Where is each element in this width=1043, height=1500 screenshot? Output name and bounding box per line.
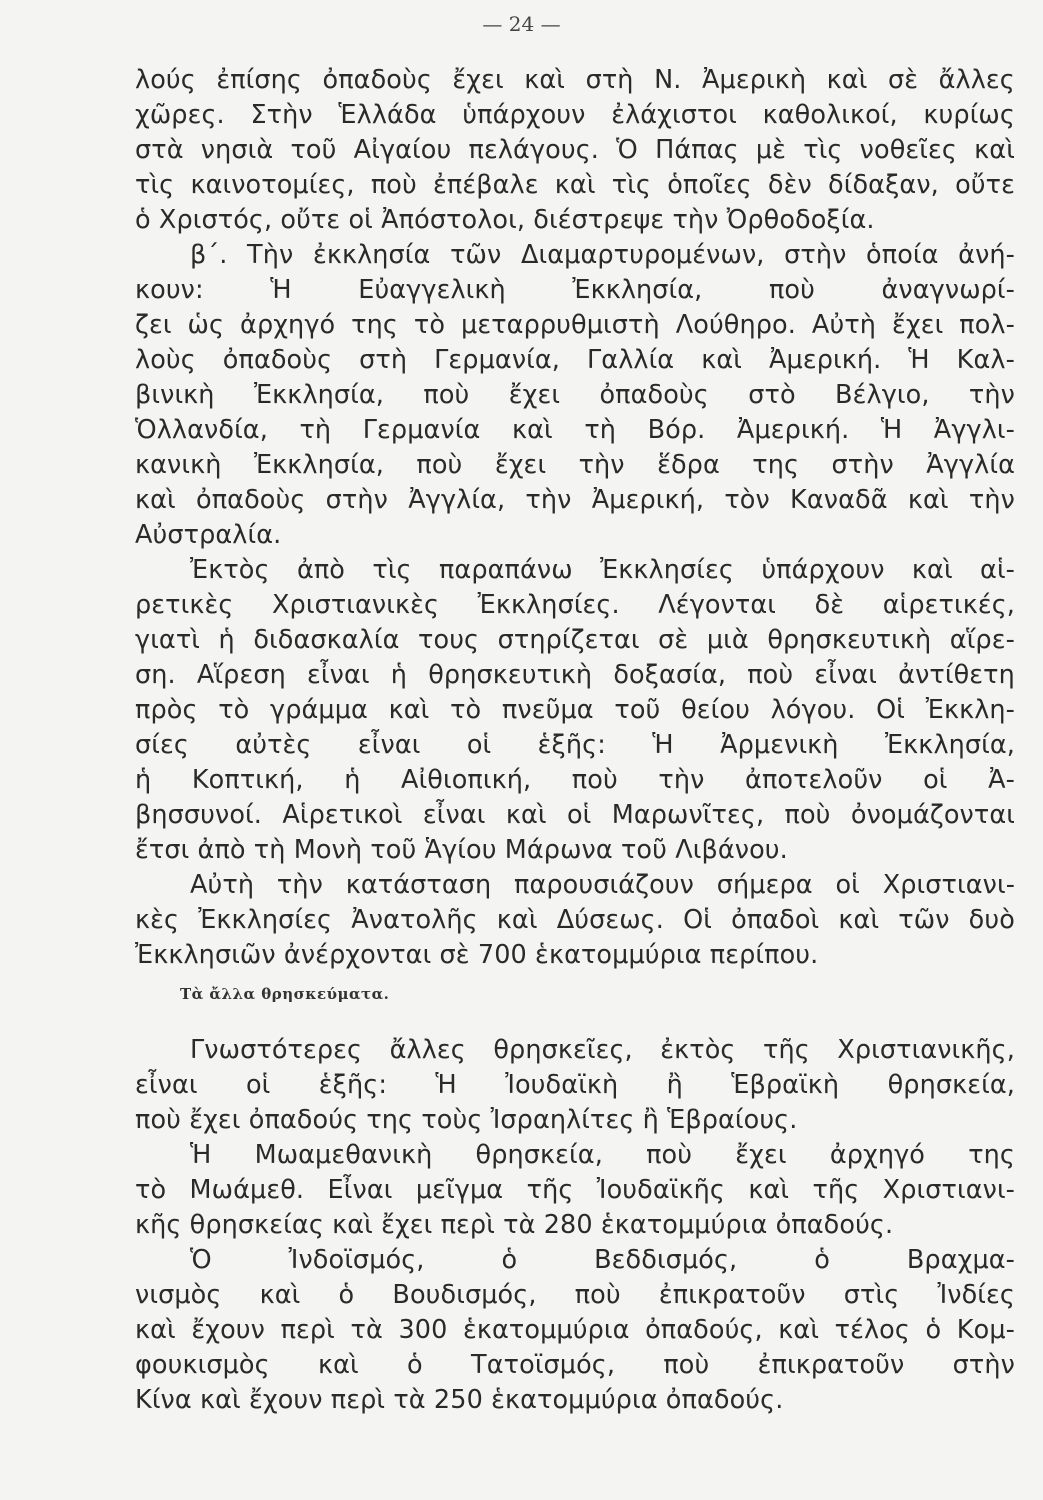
text-line: βησσυνοί. Αἱρετικοὶ εἶναι καὶ οἱ Μαρωνῖτες, ποὺ ὀνομάζονται: [135, 800, 1015, 830]
text-line: νισμὸς καὶ ὁ Βουδισμός, ποὺ ἐπικρατοῦν στὶς Ἰνδίες: [135, 1280, 1015, 1310]
text-line: Ἡ Μωαμεθανικὴ θρησκεία, ποὺ ἔχει ἀρχηγό της: [190, 1140, 1015, 1170]
text-line: β΄. Τὴν ἐκκλησία τῶν Διαμαρτυρομένων, στὴν ὁποία ἀνή-: [190, 240, 1015, 270]
text-line: εἶναι οἱ ἑξῆς: Ἡ Ἰουδαϊκὴ ἢ Ἑβραϊκὴ θρησκεία,: [135, 1070, 1015, 1100]
text-line: ἡ Κοπτική, ἡ Αἰθιοπική, ποὺ τὴν ἀποτελοῦν οἱ Ἀ-: [135, 765, 1015, 795]
page-number: — 24 —: [482, 12, 561, 36]
text-line: στὰ νησιὰ τοῦ Αἰγαίου πελάγους. Ὁ Πάπας μὲ τὶς νοθεῖες καὶ: [135, 135, 1015, 165]
text-line: Ἐκκλησιῶν ἀνέρχονται σὲ 700 ἑκατομμύρια περίπου.: [135, 940, 819, 970]
text-line: κὲς Ἐκκλησίες Ἀνατολῆς καὶ Δύσεως. Οἱ ὀπαδοὶ καὶ τῶν δυὸ: [135, 905, 1015, 935]
text-line: τὶς καινοτομίες, ποὺ ἐπέβαλε καὶ τὶς ὁποῖες δὲν δίδαξαν, οὔτε: [135, 170, 1015, 200]
text-line: Αὐστραλία.: [135, 520, 282, 550]
text-line: Γνωστότερες ἄλλες θρησκεῖες, ἐκτὸς τῆς Χριστιανικῆς,: [190, 1035, 1015, 1065]
text-line: κουν: Ἡ Εὐαγγελικὴ Ἐκκλησία, ποὺ ἀναγνωρί-: [135, 275, 1015, 305]
body-text-top: [135, 63, 1015, 973]
text-line: βινικὴ Ἐκκλησία, ποὺ ἔχει ὀπαδοὺς στὸ Βέλγιο, τὴν: [135, 380, 1015, 410]
text-line: Ὁλλανδία, τὴ Γερμανία καὶ τὴ Βόρ. Ἀμερική. Ἡ Ἀγγλι-: [135, 415, 1015, 445]
text-line: κῆς θρησκείας καὶ ἔχει περὶ τὰ 280 ἑκατομμύρια ὀπαδούς.: [135, 1210, 894, 1240]
text-line: ρετικὲς Χριστιανικὲς Ἐκκλησίες. Λέγονται δὲ αἱρετικές,: [135, 590, 1015, 620]
text-line: καὶ ὀπαδοὺς στὴν Ἀγγλία, τὴν Ἀμερική, τὸν Καναδᾶ καὶ τὴν: [135, 485, 1015, 515]
text-line: χῶρες. Στὴν Ἑλλάδα ὑπάρχουν ἐλάχιστοι καθολικοί, κυρίως: [135, 100, 1015, 130]
text-line: Αὐτὴ τὴν κατάσταση παρουσιάζουν σήμερα οἱ Χριστιανι-: [190, 870, 1015, 900]
text-line: ἔτσι ἀπὸ τὴ Μονὴ τοῦ Ἁγίου Μάρωνα τοῦ Λιβάνου.: [135, 835, 788, 865]
text-line: ποὺ ἔχει ὀπαδούς της τοὺς Ἰσραηλίτες ἢ Ἑβραίους.: [135, 1105, 798, 1135]
section-heading: Τὰ ἄλλα θρησκεύματα.: [180, 985, 390, 1003]
text-line: φουκισμὸς καὶ ὁ Τατοϊσμός, ποὺ ἐπικρατοῦν στὴν: [135, 1350, 1015, 1380]
text-line: λούς ἐπίσης ὀπαδοὺς ἔχει καὶ στὴ Ν. Ἀμερικὴ καὶ σὲ ἄλλες: [135, 65, 1015, 95]
text-line: γιατὶ ἡ διδασκαλία τους στηρίζεται σὲ μιὰ θρησκευτικὴ αἵρε-: [135, 625, 1015, 655]
text-line: λοὺς ὀπαδοὺς στὴ Γερμανία, Γαλλία καὶ Ἀμερική. Ἡ Καλ-: [135, 345, 1015, 375]
text-line: Ἐκτὸς ἀπὸ τὶς παραπάνω Ἐκκλησίες ὑπάρχουν καὶ αἱ-: [190, 555, 1015, 585]
text-line: Ὁ Ἰνδοϊσμός, ὁ Βεδδισμός, ὁ Βραχμα-: [190, 1245, 1015, 1275]
text-line: Κίνα καὶ ἔχουν περὶ τὰ 250 ἑκατομμύρια ὀπαδούς.: [135, 1385, 784, 1415]
text-line: καὶ ἔχουν περὶ τὰ 300 ἑκατομμύρια ὀπαδούς, καὶ τέλος ὁ Κομ-: [135, 1315, 1015, 1345]
text-line: τὸ Μωάμεθ. Εἶναι μεῖγμα τῆς Ἰουδαϊκῆς καὶ τῆς Χριστιανι-: [135, 1175, 1015, 1205]
text-line: σίες αὐτὲς εἶναι οἱ ἑξῆς: Ἡ Ἀρμενικὴ Ἐκκλησία,: [135, 730, 1015, 760]
text-line: κανικὴ Ἐκκλησία, ποὺ ἔχει τὴν ἕδρα της στὴν Ἀγγλία: [135, 450, 1015, 480]
text-line: ζει ὡς ἀρχηγό της τὸ μεταρρυθμιστὴ Λούθηρο. Αὐτὴ ἔχει πολ-: [135, 310, 1015, 340]
text-line: ὁ Χριστός, οὔτε οἱ Ἀπόστολοι, διέστρεψε τὴν Ὀρθοδοξία.: [135, 205, 875, 235]
body-text-bottom: [135, 1033, 1015, 1418]
text-line: ση. Αἵρεση εἶναι ἡ θρησκευτικὴ δοξασία, ποὺ εἶναι ἀντίθετη: [135, 660, 1015, 690]
text-line: πρὸς τὸ γράμμα καὶ τὸ πνεῦμα τοῦ θείου λόγου. Οἱ Ἐκκλη-: [135, 695, 1015, 725]
